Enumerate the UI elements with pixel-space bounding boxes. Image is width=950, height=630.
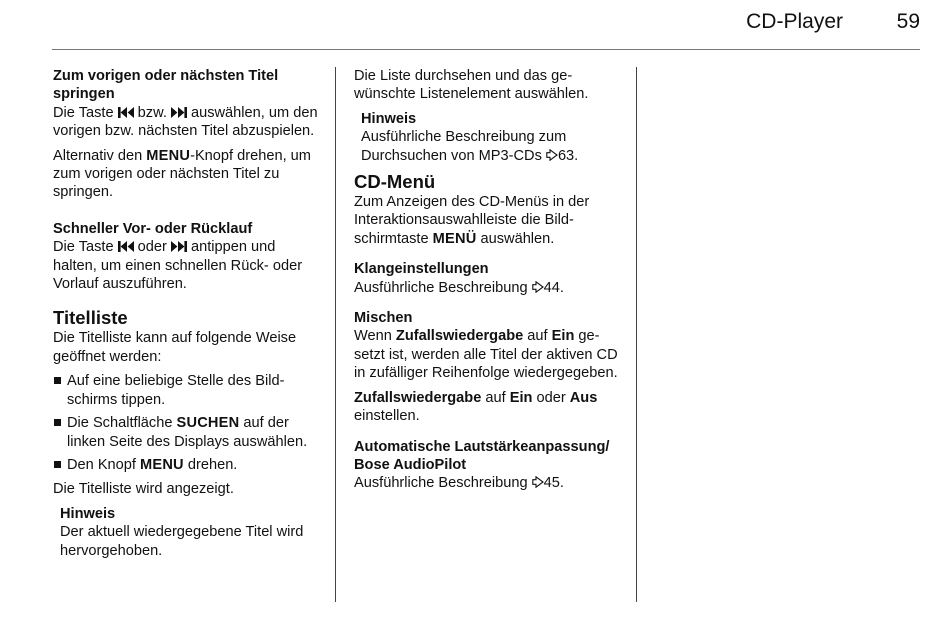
option-value: Ein <box>551 328 575 345</box>
text: auf <box>523 328 552 345</box>
subheading-klangeinstellungen: Klangeinstellungen <box>354 261 489 278</box>
text: Auf eine beliebige Stelle des Bildschirms tippen. <box>67 373 285 408</box>
text: antippen und halten, um einen schnellen Rück- oder Vorlauf auszuführen. <box>53 239 303 293</box>
text: auswählen, um den vorigen bzw. nächsten Titel abzuspielen. <box>53 104 318 140</box>
paragraph-klangeinstellungen <box>354 279 622 297</box>
page-reference-arrow-icon <box>532 281 544 293</box>
column-2 <box>354 67 622 499</box>
paragraph-cd-menu <box>354 193 622 248</box>
column-divider-2 <box>636 67 637 602</box>
page-reference: 45. <box>543 475 564 492</box>
bullet-list <box>53 372 321 474</box>
text: Alternativ den <box>53 147 147 164</box>
paragraph-menu-knob <box>53 147 321 202</box>
text: -Knopf drehen, um zum vorigen oder nächsten Titel zu springen. <box>53 147 311 201</box>
note-title: Hinweis <box>60 505 116 522</box>
note-box <box>53 505 321 560</box>
text: Die Taste <box>53 239 118 256</box>
header-divider <box>52 49 920 50</box>
list-item <box>53 456 321 474</box>
note-text: Der aktuell wiedergegebene Titel wird hervorgehoben. <box>60 524 304 559</box>
paragraph-titelliste-shown: Die Titelliste wird angezeigt. <box>53 481 234 498</box>
paragraph-track-skip <box>53 104 321 141</box>
page-reference-arrow-icon <box>546 149 558 161</box>
list-item <box>53 372 321 409</box>
text: auswählen. <box>476 230 555 247</box>
menu-knob-label: MENU <box>140 456 184 473</box>
note-text <box>361 128 622 165</box>
column-divider-1 <box>335 67 336 602</box>
text: oder <box>133 239 171 256</box>
subheading-track-skip: Zum vorigen oder nächsten Titel springen <box>53 68 279 103</box>
text: bzw. <box>133 104 171 121</box>
paragraph-mischen <box>354 327 622 382</box>
text: Den Knopf <box>67 456 141 473</box>
subheading-audiopilot: Automatische Lautstärkeanpassung/ Bose AudioPilot <box>354 438 610 473</box>
text: Zum Anzeigen des CD-Menüs in der Interaktionsauswahlleiste die Bildschirmtaste <box>354 194 590 247</box>
note-box <box>354 110 622 165</box>
skip-next-icon <box>171 241 187 252</box>
page-number: 59 <box>896 10 920 33</box>
section-heading-cd-menu: CD-Menü <box>354 171 436 193</box>
subheading-fast-forward: Schneller Vor- oder Rücklauf <box>53 220 253 237</box>
option-value: Aus <box>569 389 598 406</box>
paragraph-list-browse: Die Liste durchsehen und das gewünschte Listenelement auswählen. <box>354 68 589 103</box>
text: Die Schaltfläche <box>67 415 177 432</box>
text: auf der linken Seite des Displays auswählen. <box>67 415 308 450</box>
option-value: Ein <box>509 389 533 406</box>
paragraph-titelliste-intro: Die Titelliste kann auf folgende Weise geöffnet werden: <box>53 330 297 365</box>
menu-button-label: MENÜ <box>432 230 477 247</box>
text: Ausführliche Beschreibung <box>354 475 532 492</box>
suchen-button-label: SUCHEN <box>176 415 240 432</box>
spacer <box>53 208 321 220</box>
option-name: Zufallswiedergabe <box>395 328 524 345</box>
text: einstellen. <box>354 408 420 425</box>
page-header <box>0 0 950 52</box>
note-title: Hinweis <box>361 110 417 127</box>
spacer <box>53 299 321 307</box>
page-reference: 63. <box>557 147 579 164</box>
paragraph-audiopilot <box>354 474 622 492</box>
text: Wenn <box>354 328 396 345</box>
paragraph-zufallswiedergabe <box>354 389 622 426</box>
column-1 <box>53 67 321 566</box>
text: gesetzt ist, werden alle Titel der aktiven CD in zufälliger Reihenfolge wiedergegeben. <box>354 328 618 382</box>
skip-previous-icon <box>118 241 134 252</box>
text: Die Taste <box>53 104 118 121</box>
paragraph-fast-forward <box>53 238 321 293</box>
list-item <box>53 414 321 451</box>
page-reference-arrow-icon <box>532 476 544 488</box>
skip-previous-icon <box>118 107 134 118</box>
text: drehen. <box>183 456 238 473</box>
skip-next-icon <box>171 107 187 118</box>
text: auf <box>481 389 510 406</box>
text: Ausführliche Beschreibung zum Durchsuchen von MP3-CDs <box>361 129 567 164</box>
text: Ausführliche Beschreibung <box>354 279 532 296</box>
option-name: Zufallswiedergabe <box>354 389 482 406</box>
subheading-mischen: Mischen <box>354 310 413 327</box>
page-reference: 44. <box>543 279 564 296</box>
text: oder <box>532 389 570 406</box>
menu-knob-label: MENU <box>146 147 191 164</box>
section-heading-titelliste: Titelliste <box>53 307 128 329</box>
page-title: CD-Player <box>746 10 843 33</box>
